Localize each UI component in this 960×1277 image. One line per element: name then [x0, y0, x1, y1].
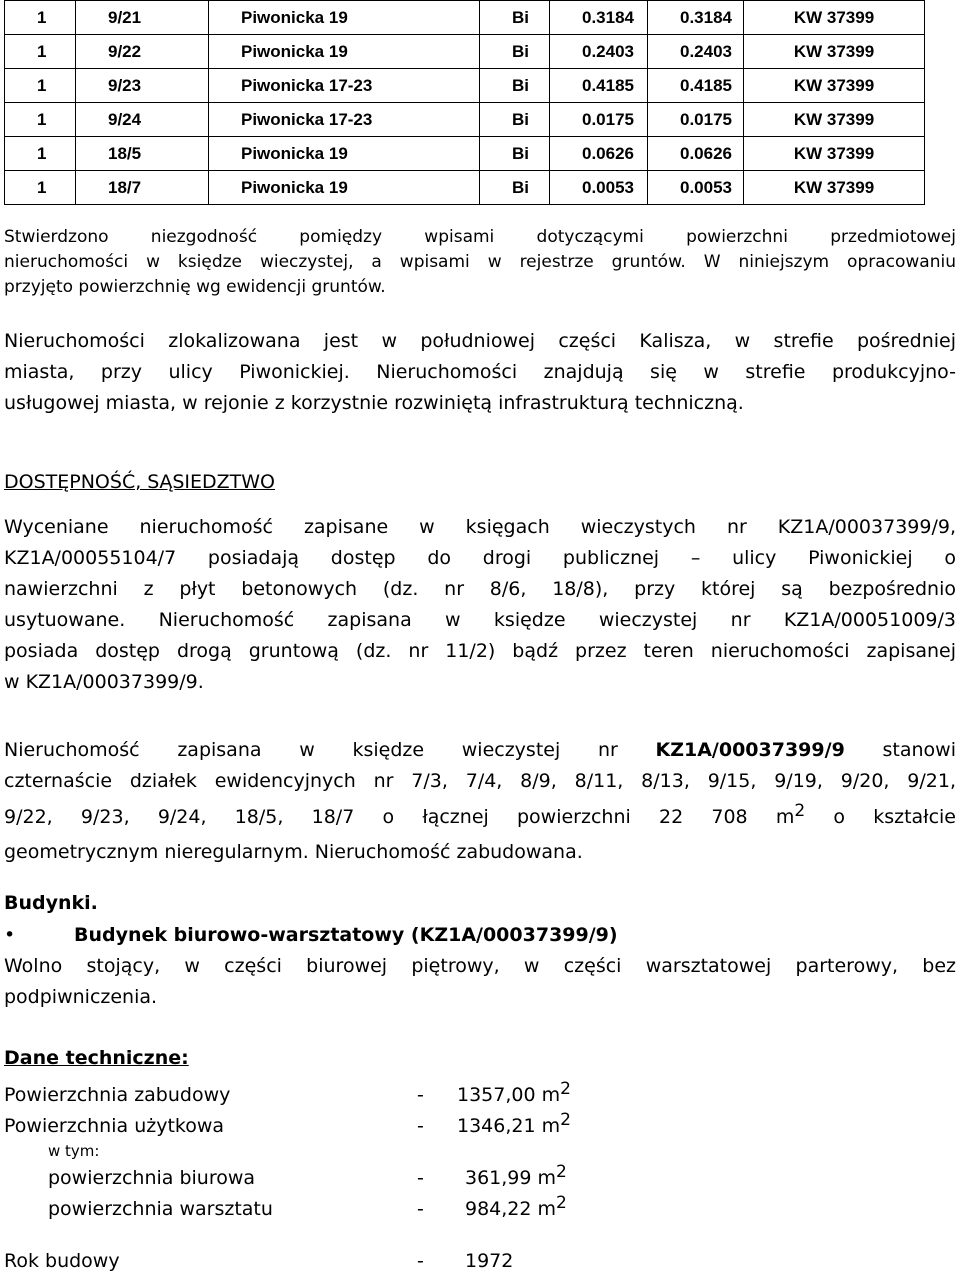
location-paragraph: [4, 326, 956, 419]
text-line: geometrycznym nieregularnym. Nieruchomość zabudowana.: [4, 841, 583, 863]
access-heading: DOSTĘPNOŚĆ, SĄSIEDZTWO: [4, 471, 276, 493]
land-register-number: KZ1A/00037399/9: [655, 739, 845, 761]
superscript: 2: [794, 801, 806, 821]
value-text: 1346,21 m: [457, 1115, 561, 1137]
table-row: [5, 171, 925, 205]
discrepancy-paragraph: [4, 225, 956, 300]
value-text: 1357,00 m: [457, 1084, 561, 1106]
area-cell: 0.0175: [648, 103, 744, 137]
built-area-label: Powierzchnia zabudowy: [4, 1084, 231, 1106]
workshop-area-label: powierzchnia warsztatu: [48, 1198, 273, 1220]
land-register-cell: KW 37399: [744, 35, 925, 69]
map-sheet-cell: 1: [5, 1, 76, 35]
land-use-cell: Bi: [480, 103, 550, 137]
text-line: posiada dostęp drogą gruntową (dz. nr 11/2) bądź przez teren nieruchomości zapisanej: [4, 640, 956, 662]
land-register-cell: KW 37399: [744, 103, 925, 137]
text-line: Nieruchomości zlokalizowana jest w południowej części Kalisza, w strefie pośredniej: [4, 330, 956, 352]
parcel-number-cell: 9/21: [76, 1, 209, 35]
dash: -: [417, 1198, 424, 1220]
dash: -: [417, 1115, 424, 1137]
text-span: stanowi: [844, 739, 956, 761]
value-text: 361,99 m: [465, 1167, 557, 1189]
value-text: 984,22 m: [465, 1198, 557, 1220]
map-sheet-cell: 1: [5, 35, 76, 69]
office-area-value: [465, 1163, 567, 1194]
area-cell: 0.4185: [550, 69, 648, 103]
land-register-cell: KW 37399: [744, 69, 925, 103]
table-row: [5, 137, 925, 171]
built-area-value: [457, 1080, 571, 1111]
superscript: 2: [556, 1193, 567, 1213]
text-line: nawierzchni z płyt betonowych (dz. nr 8/6, 18/8), przy której są bezpośrednio: [4, 578, 956, 600]
land-use-cell: Bi: [480, 137, 550, 171]
text-line: [4, 797, 956, 837]
address-cell: Piwonicka 17-23: [209, 103, 480, 137]
office-area-label: powierzchnia biurowa: [48, 1167, 256, 1189]
text-line: [4, 735, 956, 766]
area-cell: 0.4185: [648, 69, 744, 103]
land-use-cell: Bi: [480, 1, 550, 35]
parcel-number-cell: 9/24: [76, 103, 209, 137]
text-line: czternaście działek ewidencyjnych nr 7/3, 7/4, 8/9, 8/11, 8/13, 9/15, 9/19, 9/20, 9/21,: [4, 770, 956, 792]
area-cell: 0.0175: [550, 103, 648, 137]
land-register-cell: KW 37399: [744, 1, 925, 35]
text-line: miasta, przy ulicy Piwonickiej. Nieruchomości znajdują się w strefie produkcyjno-: [4, 361, 956, 383]
text-line: przyjęto powierzchnię wg ewidencji gruntów.: [4, 277, 386, 297]
text-line: Wolno stojący, w części biurowej piętrowy, w części warsztatowej parterowy, bez: [4, 955, 956, 977]
land-register-cell: KW 37399: [744, 171, 925, 205]
tech-heading: Dane techniczne:: [4, 1047, 189, 1069]
property-paragraph: [4, 735, 956, 868]
build-year-value: 1972: [465, 1250, 514, 1272]
table-row: [5, 1, 925, 35]
area-cell: 0.0626: [648, 137, 744, 171]
address-cell: Piwonicka 17-23: [209, 69, 480, 103]
text-span: 9/22, 9/23, 9/24, 18/5, 18/7 o łącznej powierzchni 22 708 m: [4, 806, 795, 828]
text-line: podpiwniczenia.: [4, 986, 158, 1008]
dash: -: [417, 1084, 424, 1106]
parcel-number-cell: 9/23: [76, 69, 209, 103]
area-cell: 0.0053: [648, 171, 744, 205]
table-row: [5, 103, 925, 137]
parcel-number-cell: 9/22: [76, 35, 209, 69]
text-line: usługowej miasta, w rejonie z korzystnie rozwiniętą infrastrukturą techniczną.: [4, 392, 744, 414]
map-sheet-cell: 1: [5, 103, 76, 137]
address-cell: Piwonicka 19: [209, 137, 480, 171]
text-line: usytuowane. Nieruchomość zapisana w księdze wieczystej nr KZ1A/00051009/3: [4, 609, 956, 631]
text-line: Wyceniane nieruchomość zapisane w księgach wieczystych nr KZ1A/00037399/9,: [4, 516, 956, 538]
text-line: KZ1A/00055104/7 posiadają dostęp do drogi publicznej – ulicy Piwonickiej o: [4, 547, 956, 569]
buildings-heading: Budynki.: [4, 892, 98, 914]
building-title: Budynek biurowo-warsztatowy (KZ1A/00037399/9): [74, 924, 618, 946]
address-cell: Piwonicka 19: [209, 171, 480, 205]
text-span: o kształcie: [805, 806, 956, 828]
area-cell: 0.0053: [550, 171, 648, 205]
area-cell: 0.2403: [648, 35, 744, 69]
map-sheet-cell: 1: [5, 171, 76, 205]
parcel-table: [4, 0, 925, 205]
parcel-table-body: [5, 1, 925, 205]
text-line: w KZ1A/00037399/9.: [4, 671, 204, 693]
access-paragraph: [4, 512, 956, 698]
parcel-number-cell: 18/7: [76, 171, 209, 205]
table-row: [5, 69, 925, 103]
usable-area-value: [457, 1111, 571, 1142]
area-cell: 0.3184: [550, 1, 648, 35]
including-label: w tym:: [48, 1142, 100, 1160]
bullet-icon: •: [4, 924, 16, 946]
workshop-area-value: [465, 1194, 567, 1225]
superscript: 2: [560, 1110, 571, 1130]
map-sheet-cell: 1: [5, 69, 76, 103]
table-row: [5, 35, 925, 69]
text-line: Stwierdzono niezgodność pomiędzy wpisami dotyczącymi powierzchni przedmiotowej: [4, 227, 956, 247]
area-cell: 0.0626: [550, 137, 648, 171]
area-cell: 0.2403: [550, 35, 648, 69]
text-span: Nieruchomość zapisana w księdze wieczystej nr: [4, 739, 656, 761]
text-line: nieruchomości w księdze wieczystej, a wpisami w rejestrze gruntów. W niniejszym opracowaniu: [4, 252, 956, 272]
superscript: 2: [560, 1079, 571, 1099]
build-year-label: Rok budowy: [4, 1250, 120, 1272]
area-cell: 0.3184: [648, 1, 744, 35]
building-paragraph: [4, 951, 956, 1013]
land-use-cell: Bi: [480, 171, 550, 205]
address-cell: Piwonicka 19: [209, 1, 480, 35]
address-cell: Piwonicka 19: [209, 35, 480, 69]
land-register-cell: KW 37399: [744, 137, 925, 171]
land-use-cell: Bi: [480, 69, 550, 103]
superscript: 2: [556, 1162, 567, 1182]
land-use-cell: Bi: [480, 35, 550, 69]
map-sheet-cell: 1: [5, 137, 76, 171]
usable-area-label: Powierzchnia użytkowa: [4, 1115, 225, 1137]
dash: -: [417, 1167, 424, 1189]
dash: -: [417, 1250, 424, 1272]
parcel-number-cell: 18/5: [76, 137, 209, 171]
